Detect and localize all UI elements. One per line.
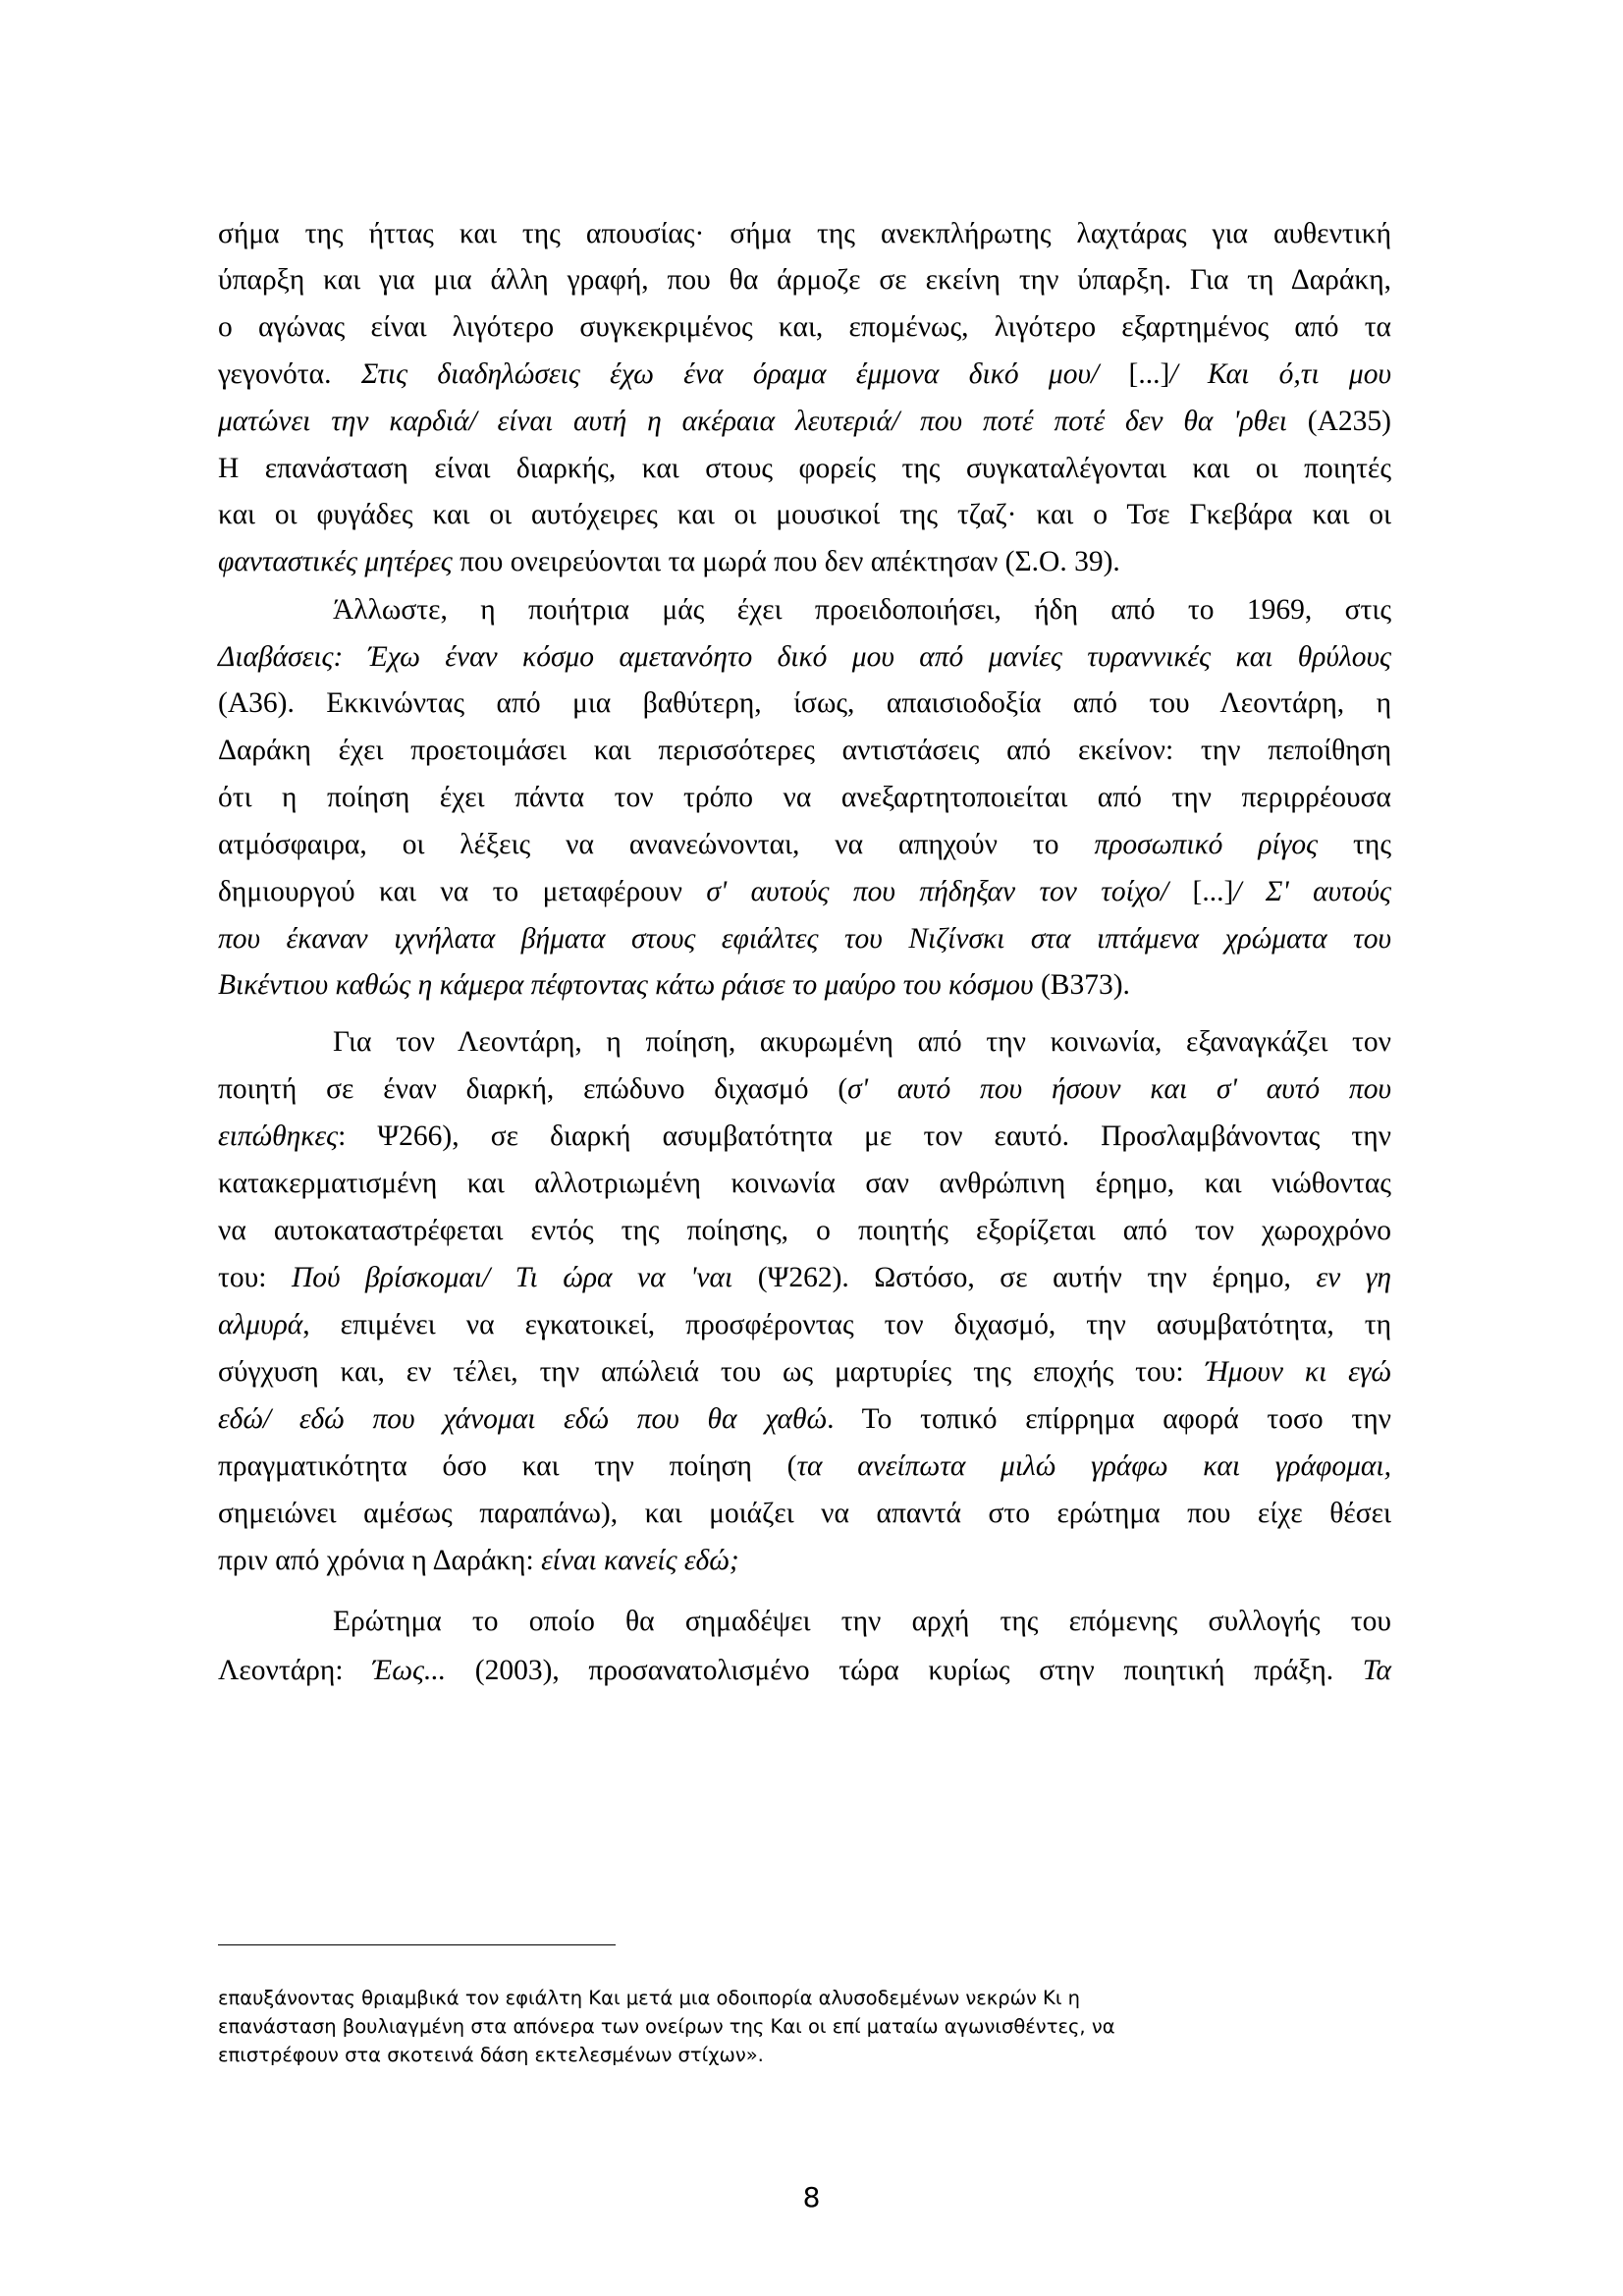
text-run: σύγχυση και, εν τέλει, την απώλειά του ως μαρτυρίες της εποχής του: xyxy=(218,1356,1206,1388)
poem-quote: Ήμουν κι εγώ xyxy=(1205,1356,1392,1388)
text-line xyxy=(218,825,1391,864)
poem-quote: Βικέντιου καθώς η κάμερα πέφτοντας κάτω ράισε το μαύρο του κόσμου xyxy=(218,969,1034,1001)
text-line xyxy=(218,1069,1391,1109)
poem-quote: τα ανείπωτα μιλώ γράφω και γράφομαι, xyxy=(796,1450,1391,1482)
text-line: κατακερματισμένη και αλλοτριωμένη κοινωνία σαν ανθρώπινη έρημο, και νιώθοντας xyxy=(218,1168,1391,1199)
text-line xyxy=(218,1117,1391,1156)
text-line: Ερώτημα το οποίο θα σημαδέψει την αρχή της επόμενης συλλογής του xyxy=(333,1606,1391,1637)
text-line: ύπαρξη και για μια άλλη γραφή, που θα άρμοζε σε εκείνη την ύπαρξη. Για τη Δαράκη, xyxy=(218,264,1391,296)
text-run: Λεοντάρη: xyxy=(218,1655,373,1686)
text-run: του: xyxy=(218,1262,292,1293)
poem-quote: Στις διαδηλώσεις έχω ένα όραμα έμμονα δικό μου/ xyxy=(360,358,1100,390)
page-number: 8 xyxy=(802,2181,821,2214)
text-run: ποιητή σε έναν διαρκή, επώδυνο διχασμό ( xyxy=(218,1073,848,1105)
text-line: σημειώνει αμέσως παραπάνω), και μοιάζει να απαντά στο ερώτημα που είχε θέσει xyxy=(218,1498,1391,1529)
footnote-line: επανάσταση βουλιαγμένη στα απόνερα των ονείρων της Και οι επί ματαίω αγωνισθέντες, να xyxy=(218,2015,1115,2038)
text-line: ο αγώνας είναι λιγότερο συγκεκριμένος και, επομένως, λιγότερο εξαρτημένος από τα xyxy=(218,311,1391,343)
text-run: της xyxy=(1318,829,1391,860)
poem-quote: ματώνει την καρδιά/ είναι αυτή η ακέραια λευτεριά/ που ποτέ ποτέ δεν θα 'ρθει xyxy=(218,406,1287,437)
text-run: . Το τοπικό επίρρημα αφορά τοσο την xyxy=(827,1403,1391,1435)
text-line xyxy=(218,1399,1391,1439)
text-run: [...] xyxy=(1099,358,1170,390)
text-line xyxy=(218,1651,1391,1690)
poem-quote: προσωπικό ρίγος xyxy=(1094,829,1319,860)
footnote-line: επιστρέφουν στα σκοτεινά δάση εκτελεσμένων στίχων». xyxy=(218,2044,764,2066)
text-line: σήμα της ήττας και της απουσίας· σήμα της ανεκπλήρωτης λαχτάρας για αυθεντική xyxy=(218,218,1391,249)
text-run: (Ψ262). Ωστόσο, σε αυτήν την έρημο, xyxy=(732,1262,1317,1293)
text-run: : Ψ266), σε διαρκή ασυμβατότητα με τον εαυτό. Προσλαμβάνοντας την xyxy=(338,1121,1391,1152)
text-line xyxy=(218,402,1391,441)
text-line: ότι η ποίηση έχει πάντα τον τρόπο να ανεξαρτητοποιείται από την περιρρέουσα xyxy=(218,782,1391,813)
citation: (Β373). xyxy=(1033,969,1130,1001)
text-line xyxy=(218,1258,1391,1297)
text-run: δημιουργού και να το μεταφέρουν xyxy=(218,876,707,907)
text-line: Για τον Λεοντάρη, η ποίηση, ακυρωμένη από την κοινωνία, εξαναγκάζει τον xyxy=(333,1026,1391,1058)
text-line xyxy=(218,1447,1391,1486)
poem-quote: / Σ' αυτούς xyxy=(1233,876,1391,907)
poem-quote: σ' αυτούς που πήδηξαν τον τοίχο/ xyxy=(706,876,1169,907)
footnote-line: επαυξάνοντας θριαμβικά τον εφιάλτη Και μετά μια οδοιπορία αλυσοδεμένων νεκρών Κι η xyxy=(218,1987,1080,2009)
text-line: Δαράκη έχει προετοιμάσει και περισσότερες αντιστάσεις από εκείνον: την πεποίθηση xyxy=(218,735,1391,766)
poem-quote: αλμυρά xyxy=(218,1309,303,1340)
text-line xyxy=(218,1541,1391,1580)
text-run: που ονειρεύονται τα μωρά που δεν απέκτησαν (Σ.Ο. 39). xyxy=(452,546,1120,577)
text-line xyxy=(218,542,1391,581)
poem-quote: είναι κανείς εδώ; xyxy=(541,1545,739,1576)
text-line: (Α36). Εκκινώντας από μια βαθύτερη, ίσως, απαισιοδοξία από του Λεοντάρη, η xyxy=(218,687,1391,719)
text-line xyxy=(218,1352,1391,1392)
text-line: που έκαναν ιχνήλατα βήματα στους εφιάλτες του Νιζίνσκι στα ιπτάμενα χρώματα του xyxy=(218,923,1391,955)
text-line xyxy=(218,965,1391,1005)
text-run: γεγονότα. xyxy=(218,358,361,390)
poem-quote: εδώ/ εδώ που χάνομαι εδώ που θα χαθώ xyxy=(218,1403,828,1435)
text-run: , επιμένει να εγκατοικεί, προσφέροντας τον διχασμό, την ασυμβατότητα, τη xyxy=(302,1309,1391,1340)
poem-quote: ειπώθηκες xyxy=(218,1121,339,1152)
text-line: να αυτοκαταστρέφεται εντός της ποίησης, ο ποιητής εξορίζεται από τον χωροχρόνο xyxy=(218,1215,1391,1246)
footnote-separator xyxy=(218,1944,616,1945)
text-line: Διαβάσεις: Έχω έναν κόσμο αμετανόητο δικό μου από μανίες τυραννικές και θρύλους xyxy=(218,641,1391,673)
poem-quote: / Και ό,τι μου xyxy=(1169,358,1391,390)
book-title: Έως... xyxy=(372,1655,447,1686)
poem-quote: εν γη xyxy=(1316,1262,1391,1293)
text-line: Άλλωστε, η ποιήτρια μάς έχει προειδοποιήσει, ήδη από το 1969, στις xyxy=(333,594,1391,626)
text-line: Η επανάσταση είναι διαρκής, και στους φορείς της συγκαταλέγονται και οι ποιητές xyxy=(218,453,1391,484)
text-run: (2003), προσανατολισμένο τώρα κυρίως στην ποιητική πράξη. xyxy=(446,1655,1363,1686)
poem-quote: Πού βρίσκομαι/ Τι ώρα να 'ναι xyxy=(291,1262,733,1293)
text-line: και οι φυγάδες και οι αυτόχειρες και οι μουσικοί της τζαζ· και ο Τσε Γκεβάρα και οι xyxy=(218,499,1391,530)
poem-quote: Τα xyxy=(1362,1655,1391,1686)
text-run: [...] xyxy=(1168,876,1234,907)
poem-quote: φανταστικές μητέρες xyxy=(218,546,453,577)
text-line xyxy=(218,355,1391,394)
text-line xyxy=(218,872,1391,911)
text-run: ατμόσφαιρα, οι λέξεις να ανανεώνονται, να απηχούν το xyxy=(218,829,1095,860)
text-run: πριν από χρόνια η Δαράκη: xyxy=(218,1545,542,1576)
poem-quote: σ' αυτό που ήσουν και σ' αυτό που xyxy=(847,1073,1391,1105)
text-line xyxy=(218,1305,1391,1344)
citation: (Α235) xyxy=(1286,406,1392,437)
text-run: πραγματικότητα όσο και την ποίηση ( xyxy=(218,1450,797,1482)
